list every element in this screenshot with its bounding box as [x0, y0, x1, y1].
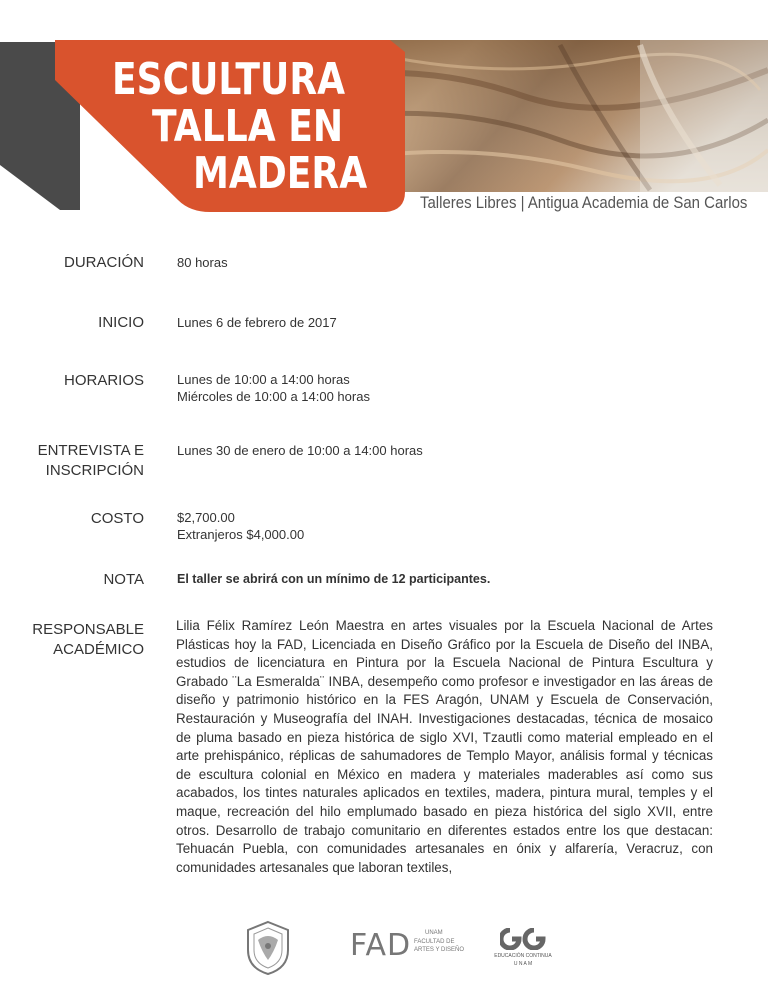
duracion-value: 80 horas: [177, 255, 228, 270]
costo-value-2: Extranjeros $4,000.00: [177, 527, 305, 542]
duracion-label: DURACIÓN: [63, 254, 144, 271]
fad-logo-mark: FAD: [350, 928, 412, 963]
responsable-bio: Lilia Félix Ramírez León Maestra en artes visuales por la Escuela Nacional de Artes Plásticas hoy la FAD, Licenciada en Diseño Gráfico por la Escuela de Diseño del INBA, estudios de licenciatura en Pintura por la Escuela Nacional de Pintura Escultura y Grabado ¨La Esmeralda¨ INBA, desempeño como profesor e investigador en las áreas de diseño y patrimonio histórico en la FES Aragón, UNAM y Escuela de Conservación, Restauración y Museografía del INAH. Investigaciones destacadas, técnica de mosaico de pluma basado en pieza histórica de siglo XVI, Tzautli como material empleado en el arte prehispánico, réplicas de sahumadores de Templo Mayor, análisis formal y técnicas de escultura colonial en México en madera y materiales maderables así como sus acabados, los tintes naturales aplicados en textiles, madera, pintura mural, temples y el maque, recreación del hilo emplumado basado en pieza histórica del siglo XVII, entre otros. Desarrollo de trabajo comunitario en diferentes estados entre los que destacan: Tehuacán Puebla, con comunidades artesanales en ónix y alfarería, Veracruz, con comunidades artesanales que laboran textiles,: [176, 618, 713, 875]
fad-logo-unam: UNAM: [425, 930, 443, 936]
title-line-1: ESCULTURA: [112, 54, 346, 105]
costo-value-1: $2,700.00: [177, 510, 235, 525]
horarios-value-1: Lunes de 10:00 a 14:00 horas: [177, 372, 350, 387]
costo-label: COSTO: [90, 510, 144, 527]
fad-logo-line1: FACULTAD DE: [414, 939, 455, 945]
unam-seal-icon: [244, 920, 292, 976]
entrevista-value: Lunes 30 de enero de 10:00 a 14:00 horas: [177, 443, 423, 458]
header-banner: [0, 0, 768, 230]
entrevista-label-2: INSCRIPCIÓN: [45, 462, 144, 479]
entrevista-label-1: ENTREVISTA E: [37, 442, 144, 459]
inicio-value: Lunes 6 de febrero de 2017: [177, 315, 337, 330]
title-line-2: TALLA EN: [152, 101, 344, 152]
subtitle: Talleres Libres | Antigua Academia de San Carlos: [420, 193, 748, 212]
horarios-value-2: Miércoles de 10:00 a 14:00 horas: [177, 389, 370, 404]
nota-value: El taller se abrirá con un mínimo de 12 participantes.: [177, 572, 491, 586]
inicio-label: INICIO: [98, 314, 144, 331]
responsable-label-2: ACADÉMICO: [53, 641, 144, 658]
title-line-3: MADERA: [193, 148, 368, 199]
footer-logos: [0, 912, 768, 982]
responsable-label-1: RESPONSABLE: [32, 621, 144, 638]
educacion-continua-icon: [500, 928, 546, 950]
fad-logo-line2: ARTES Y DISEÑO: [414, 947, 465, 953]
nota-label: NOTA: [103, 571, 144, 588]
educacion-logo-line1: EDUCACIÓN CONTINUA: [494, 953, 552, 959]
horarios-label: HORARIOS: [63, 372, 144, 389]
educacion-logo-line2: U N A M: [513, 961, 533, 967]
